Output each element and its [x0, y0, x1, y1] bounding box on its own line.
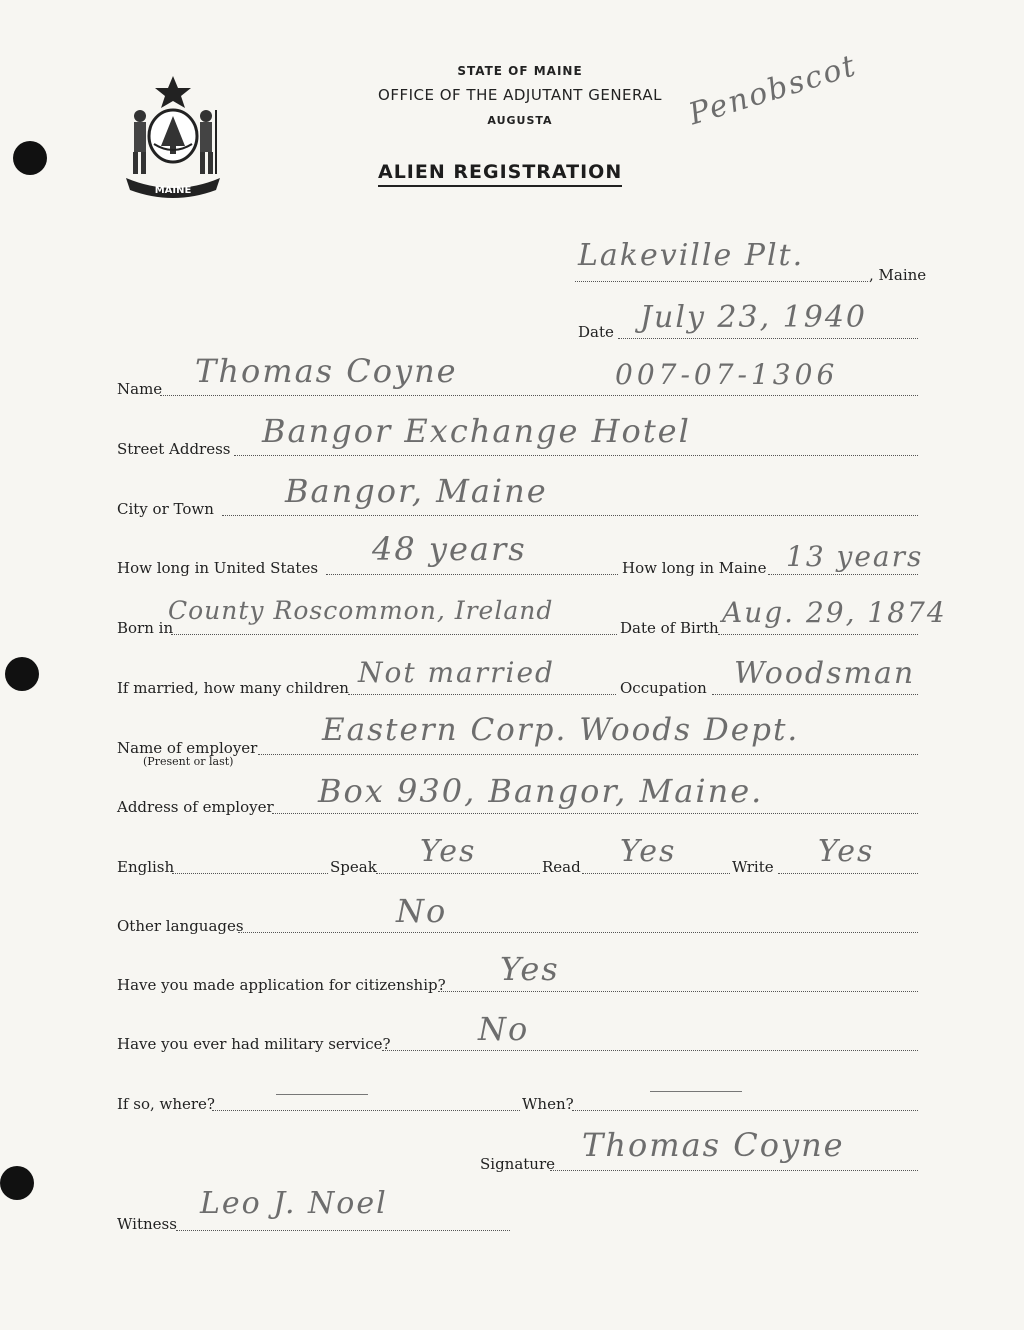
street-address-label: Street Address — [117, 440, 231, 458]
punch-hole-top — [13, 141, 47, 175]
speak-value: Yes — [420, 834, 477, 869]
signature-value: Thomas Coyne — [582, 1126, 845, 1164]
citizenship-line — [438, 989, 918, 992]
how-long-maine-label: How long in Maine — [622, 559, 767, 577]
born-in-label: Born in — [117, 619, 174, 637]
date-value: July 23, 1940 — [640, 300, 868, 335]
date-of-birth-value: Aug. 29, 1874 — [722, 596, 947, 629]
how-long-maine-value: 13 years — [786, 540, 924, 573]
occupation-line — [712, 692, 918, 695]
citizenship-value: Yes — [500, 950, 560, 988]
name-label: Name — [117, 380, 163, 398]
read-value: Yes — [620, 834, 677, 869]
location-line — [575, 279, 868, 282]
street-address-value: Bangor Exchange Hotel — [262, 412, 691, 450]
write-value: Yes — [818, 834, 875, 869]
maine-seal-icon — [118, 74, 228, 198]
speak-line — [376, 871, 540, 874]
children-line — [348, 692, 616, 695]
english-label: English — [117, 858, 175, 876]
city-heading: AUGUSTA — [487, 114, 553, 127]
seal-text: MAINE — [154, 185, 192, 196]
employer-address-label: Address of employer — [117, 798, 274, 816]
military-label: Have you ever had military service? — [117, 1035, 391, 1053]
other-languages-value: No — [396, 892, 448, 930]
city-line — [222, 513, 918, 516]
employer-label: Name of employer — [117, 739, 258, 757]
how-long-us-line — [326, 572, 618, 575]
employer-sublabel: (Present or last) — [143, 755, 234, 768]
employer-address-line — [272, 811, 918, 814]
name-line — [160, 393, 918, 396]
margin-note: Penobscot — [684, 48, 862, 133]
citizenship-label: Have you made application for citizenship? — [117, 976, 446, 994]
witness-label: Witness — [117, 1215, 177, 1233]
where-label: If so, where? — [117, 1095, 215, 1113]
location-suffix: , Maine — [869, 266, 927, 284]
office-heading: OFFICE OF THE ADJUTANT GENERAL — [378, 86, 662, 104]
name-value: Thomas Coyne — [195, 352, 458, 390]
when-dash — [650, 1091, 742, 1092]
children-value: Not married — [358, 656, 555, 689]
street-address-line — [234, 453, 918, 456]
employer-address-value: Box 930, Bangor, Maine. — [318, 772, 764, 810]
employer-value: Eastern Corp. Woods Dept. — [322, 712, 800, 748]
how-long-us-value: 48 years — [372, 530, 527, 568]
location-value: Lakeville Plt. — [578, 238, 805, 273]
registration-number: 007-07-1306 — [615, 358, 839, 391]
date-of-birth-line — [718, 632, 918, 635]
date-line — [618, 336, 918, 339]
date-of-birth-label: Date of Birth — [620, 619, 719, 637]
when-line — [572, 1108, 918, 1111]
punch-hole-middle — [5, 657, 39, 691]
where-line — [212, 1108, 520, 1111]
other-languages-line — [238, 930, 918, 933]
occupation-label: Occupation — [620, 679, 707, 697]
punch-hole-bottom — [0, 1166, 34, 1200]
witness-line — [176, 1228, 510, 1231]
write-line — [778, 871, 918, 874]
when-label: When? — [522, 1095, 574, 1113]
write-label: Write — [732, 858, 774, 876]
military-value: No — [478, 1010, 530, 1048]
employer-line — [258, 752, 918, 755]
date-label: Date — [578, 323, 614, 341]
born-in-line — [171, 632, 617, 635]
military-line — [382, 1048, 918, 1051]
signature-line — [550, 1168, 918, 1171]
read-label: Read — [542, 858, 581, 876]
english-line — [172, 871, 328, 874]
born-in-value: County Roscommon, Ireland — [168, 596, 554, 625]
occupation-value: Woodsman — [734, 656, 916, 691]
city-value: Bangor, Maine — [285, 472, 548, 510]
witness-value: Leo J. Noel — [200, 1186, 388, 1221]
children-label: If married, how many children — [117, 679, 349, 697]
where-dash — [276, 1094, 368, 1095]
read-line — [582, 871, 730, 874]
speak-label: Speak — [330, 858, 377, 876]
other-languages-label: Other languages — [117, 917, 244, 935]
how-long-us-label: How long in United States — [117, 559, 319, 577]
form-title: ALIEN REGISTRATION — [378, 161, 622, 187]
city-label: City or Town — [117, 500, 214, 518]
signature-label: Signature — [480, 1155, 556, 1173]
state-heading: STATE OF MAINE — [457, 64, 583, 78]
